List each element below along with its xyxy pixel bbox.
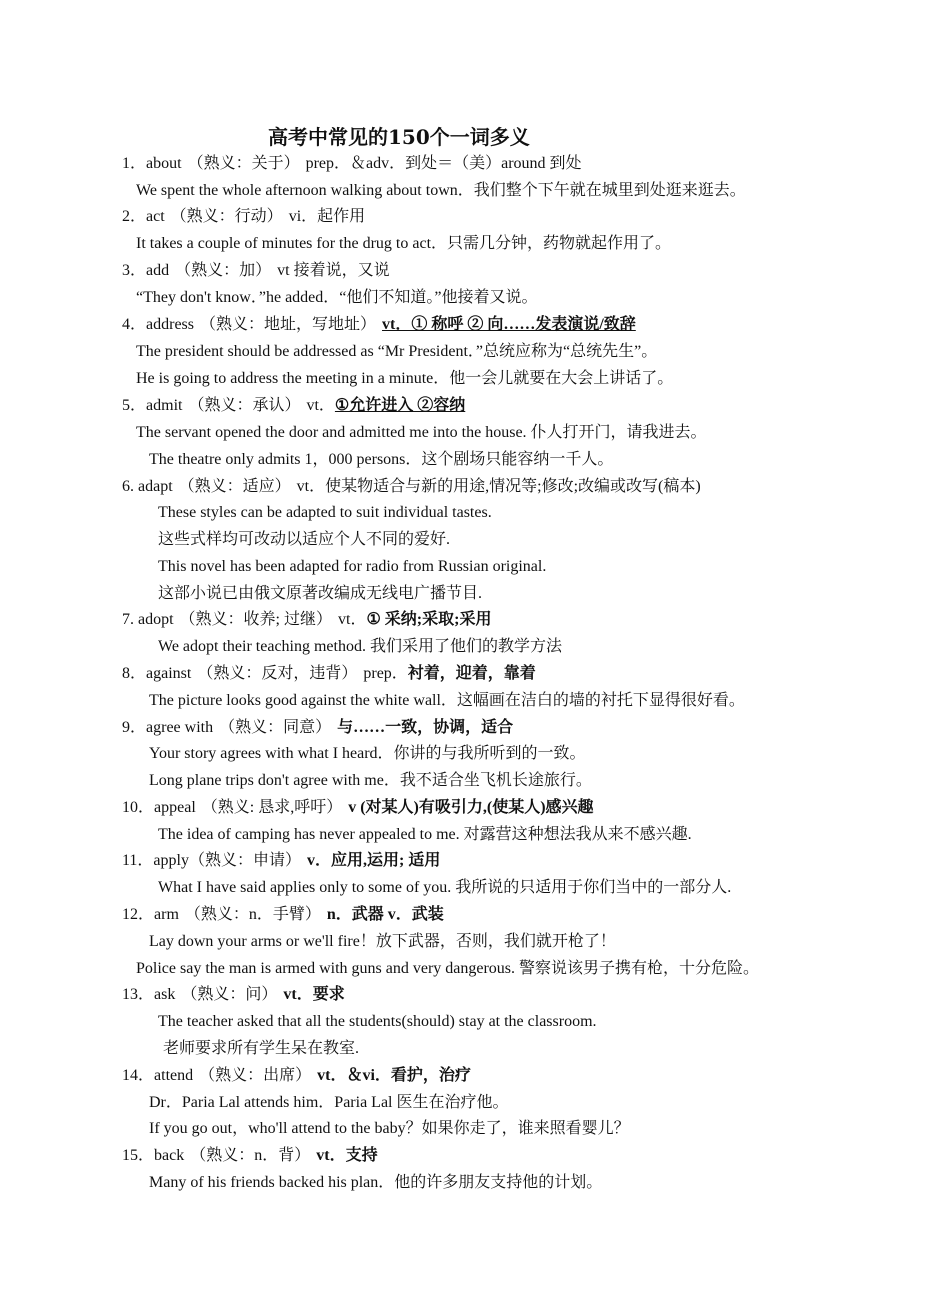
entry-familiar-meaning: （熟义：适应） (178, 478, 291, 495)
entry-new-meaning-bold: vt．要求 (283, 986, 345, 1003)
entry-familiar-meaning: （熟义：地址，写地址） (200, 316, 377, 333)
example-sentence: The idea of camping has never appealed to me. 对露营这种想法我从来不感兴趣. (158, 826, 692, 843)
example-sentence: The picture looks good against the white wall．这幅画在洁白的墙的衬托下显得很好看。 (149, 692, 745, 709)
entry-number: 1． (122, 155, 147, 172)
entry-word: apply (153, 852, 189, 869)
example-sentence: He is going to address the meeting in a minute．他一会儿就要在大会上讲话了。 (136, 370, 674, 387)
entry-new-meaning: vt． (338, 611, 367, 628)
entry-familiar-meaning: （熟义：出席） (199, 1067, 312, 1084)
entry-familiar-meaning: （熟义：n．背） (190, 1147, 311, 1164)
example-sentence: Police say the man is armed with guns and very dangerous. 警察说该男子携有枪，十分危险。 (136, 960, 760, 977)
example-sentence: If you go out，who'll attend to the baby？如果你走了，谁来照看婴儿？ (149, 1120, 630, 1137)
entry-familiar-meaning: （熟义：问） (181, 986, 278, 1003)
entry-familiar-meaning: （熟义：申请） (188, 852, 301, 869)
entry-heading (122, 610, 491, 630)
entry-number: 11． (122, 852, 154, 869)
example-sentence: Your story agrees with what I heard．你讲的与我所听到的一致。 (149, 745, 586, 762)
entry-number: 12． (122, 906, 155, 923)
entry-word: arm (154, 906, 179, 923)
example-sentence: The president should be addressed as “Mr President．”总统应称为“总统先生”。 (136, 343, 658, 360)
entry-heading (122, 1066, 471, 1086)
entry-new-meaning-bold: n．武器 v．武装 (326, 906, 444, 923)
example-sentence: This novel has been adapted for radio from Russian original. (158, 558, 547, 575)
entry-number: 15． (122, 1147, 155, 1164)
entry-new-meaning: prep． (363, 665, 408, 682)
example-sentence: The theatre only admits 1，000 persons．这个剧场只能容纳一千人。 (149, 451, 614, 468)
entry-word: admit (146, 397, 183, 414)
entry-heading (122, 261, 390, 281)
example-sentence: Many of his friends backed his plan．他的许多朋友支持他的计划。 (149, 1174, 603, 1191)
entry-new-meaning: prep．＆adv．到处＝（美）around 到处 (305, 155, 582, 172)
entry-familiar-meaning: （熟义：收养; 过继） (179, 611, 332, 628)
entry-heading (122, 905, 444, 925)
entry-number: 3． (122, 262, 147, 279)
entry-number: 13． (122, 986, 155, 1003)
entry-word: add (146, 262, 170, 279)
entry-heading (122, 1146, 378, 1166)
entry-heading (122, 315, 636, 335)
example-sentence: 这部小说已由俄文原著改编成无线电广播节目. (158, 585, 483, 602)
entry-new-meaning: vi．起作用 (288, 208, 366, 225)
example-sentence: We spent the whole afternoon walking about town．我们整个下午就在城里到处逛来逛去。 (136, 182, 746, 199)
entry-familiar-meaning: （熟义：加） (175, 262, 272, 279)
example-sentence: We adopt their teaching method. 我们采用了他们的教学方法 (158, 638, 562, 655)
entry-heading (122, 718, 513, 738)
entry-familiar-meaning: （熟义：同意） (219, 719, 332, 736)
example-sentence: The servant opened the door and admitted me into the house. 仆人打开门，请我进去。 (136, 424, 707, 441)
entry-familiar-meaning: （熟义：关于） (187, 155, 300, 172)
entry-heading (122, 396, 465, 416)
entry-number: 4． (122, 316, 147, 333)
entry-heading (122, 207, 365, 227)
entry-word: about (146, 155, 182, 172)
entry-familiar-meaning: （熟义：承认） (188, 397, 301, 414)
entry-number: 6. (122, 478, 138, 495)
entry-new-meaning-bold: 衬着，迎着，靠着 (407, 665, 536, 682)
entry-new-meaning-bold: 与……一致，协调，适合 (337, 719, 514, 736)
entry-new-meaning-bold: vt．① 称呼 ② 向……发表演说/致辞 (382, 316, 636, 333)
entry-heading (122, 851, 440, 871)
entry-word: act (146, 208, 165, 225)
entry-familiar-meaning: （熟义：反对，违背） (197, 665, 358, 682)
entry-heading (122, 664, 536, 684)
entry-new-meaning-bold: vt．＆vi．看护，治疗 (317, 1067, 471, 1084)
entry-familiar-meaning: （熟义：行动） (170, 208, 283, 225)
entry-familiar-meaning: （熟义: 恳求,呼吁） (201, 799, 343, 816)
entry-new-meaning-bold: v．应用,运用; 适用 (306, 852, 441, 869)
entry-word: back (154, 1147, 185, 1164)
example-sentence: 这些式样均可改动以适应个人不同的爱好. (158, 531, 451, 548)
example-sentence: What I have said applies only to some of you. 我所说的只适用于你们当中的一部分人. (158, 879, 732, 896)
entry-new-meaning: vt 接着说，又说 (277, 262, 390, 279)
entry-number: 7. (122, 611, 138, 628)
entry-word: agree with (146, 719, 214, 736)
example-sentence: It takes a couple of minutes for the drug to act．只需几分钟，药物就起作用了。 (136, 235, 672, 252)
entry-new-meaning-bold: ①允许进入 ②容纳 (334, 397, 466, 414)
entry-new-meaning-bold: vt．支持 (316, 1147, 378, 1164)
entry-heading (122, 477, 701, 497)
entry-word: adapt (138, 478, 173, 495)
entry-word: attend (154, 1067, 194, 1084)
entry-number: 2． (122, 208, 147, 225)
entry-number: 10． (122, 799, 155, 816)
entry-heading (122, 985, 345, 1005)
example-sentence: Lay down your arms or we'll fire！放下武器，否则，我们就开枪了！ (149, 933, 616, 950)
entry-number: 9． (122, 719, 147, 736)
example-sentence: Long plane trips don't agree with me．我不适合坐飞机长途旅行。 (149, 772, 592, 789)
entry-new-meaning: vt．使某物适合与新的用途,情况等;修改;改编或改写(稿本) (296, 478, 701, 495)
entry-number: 14． (122, 1067, 155, 1084)
example-sentence: These styles can be adapted to suit individual tastes. (158, 504, 492, 521)
entry-heading (122, 154, 582, 174)
entry-new-meaning-bold: ① 采纳;采取;采用 (366, 611, 492, 628)
entry-new-meaning-bold: v (对某人)有吸引力,(使某人)感兴趣 (348, 799, 594, 816)
entry-heading (122, 798, 594, 818)
example-sentence: The teacher asked that all the students(should) stay at the classroom. (158, 1013, 597, 1030)
entry-word: address (146, 316, 194, 333)
entry-number: 8． (122, 665, 147, 682)
entry-familiar-meaning: （熟义：n．手臂） (184, 906, 321, 923)
entry-word: ask (154, 986, 176, 1003)
entry-word: appeal (154, 799, 196, 816)
entry-new-meaning: vt． (306, 397, 335, 414)
example-sentence: 老师要求所有学生呆在教室. (163, 1040, 360, 1057)
entry-word: adopt (138, 611, 174, 628)
example-sentence: “They don't know．”he added．“他们不知道。”他接着又说。 (136, 289, 538, 306)
example-sentence: Dr．Paria Lal attends him．Paria Lal 医生在治疗他。 (149, 1094, 509, 1111)
entry-word: against (146, 665, 192, 682)
page-title: 高考中常见的150个一词多义 (268, 125, 530, 149)
entry-number: 5． (122, 397, 147, 414)
